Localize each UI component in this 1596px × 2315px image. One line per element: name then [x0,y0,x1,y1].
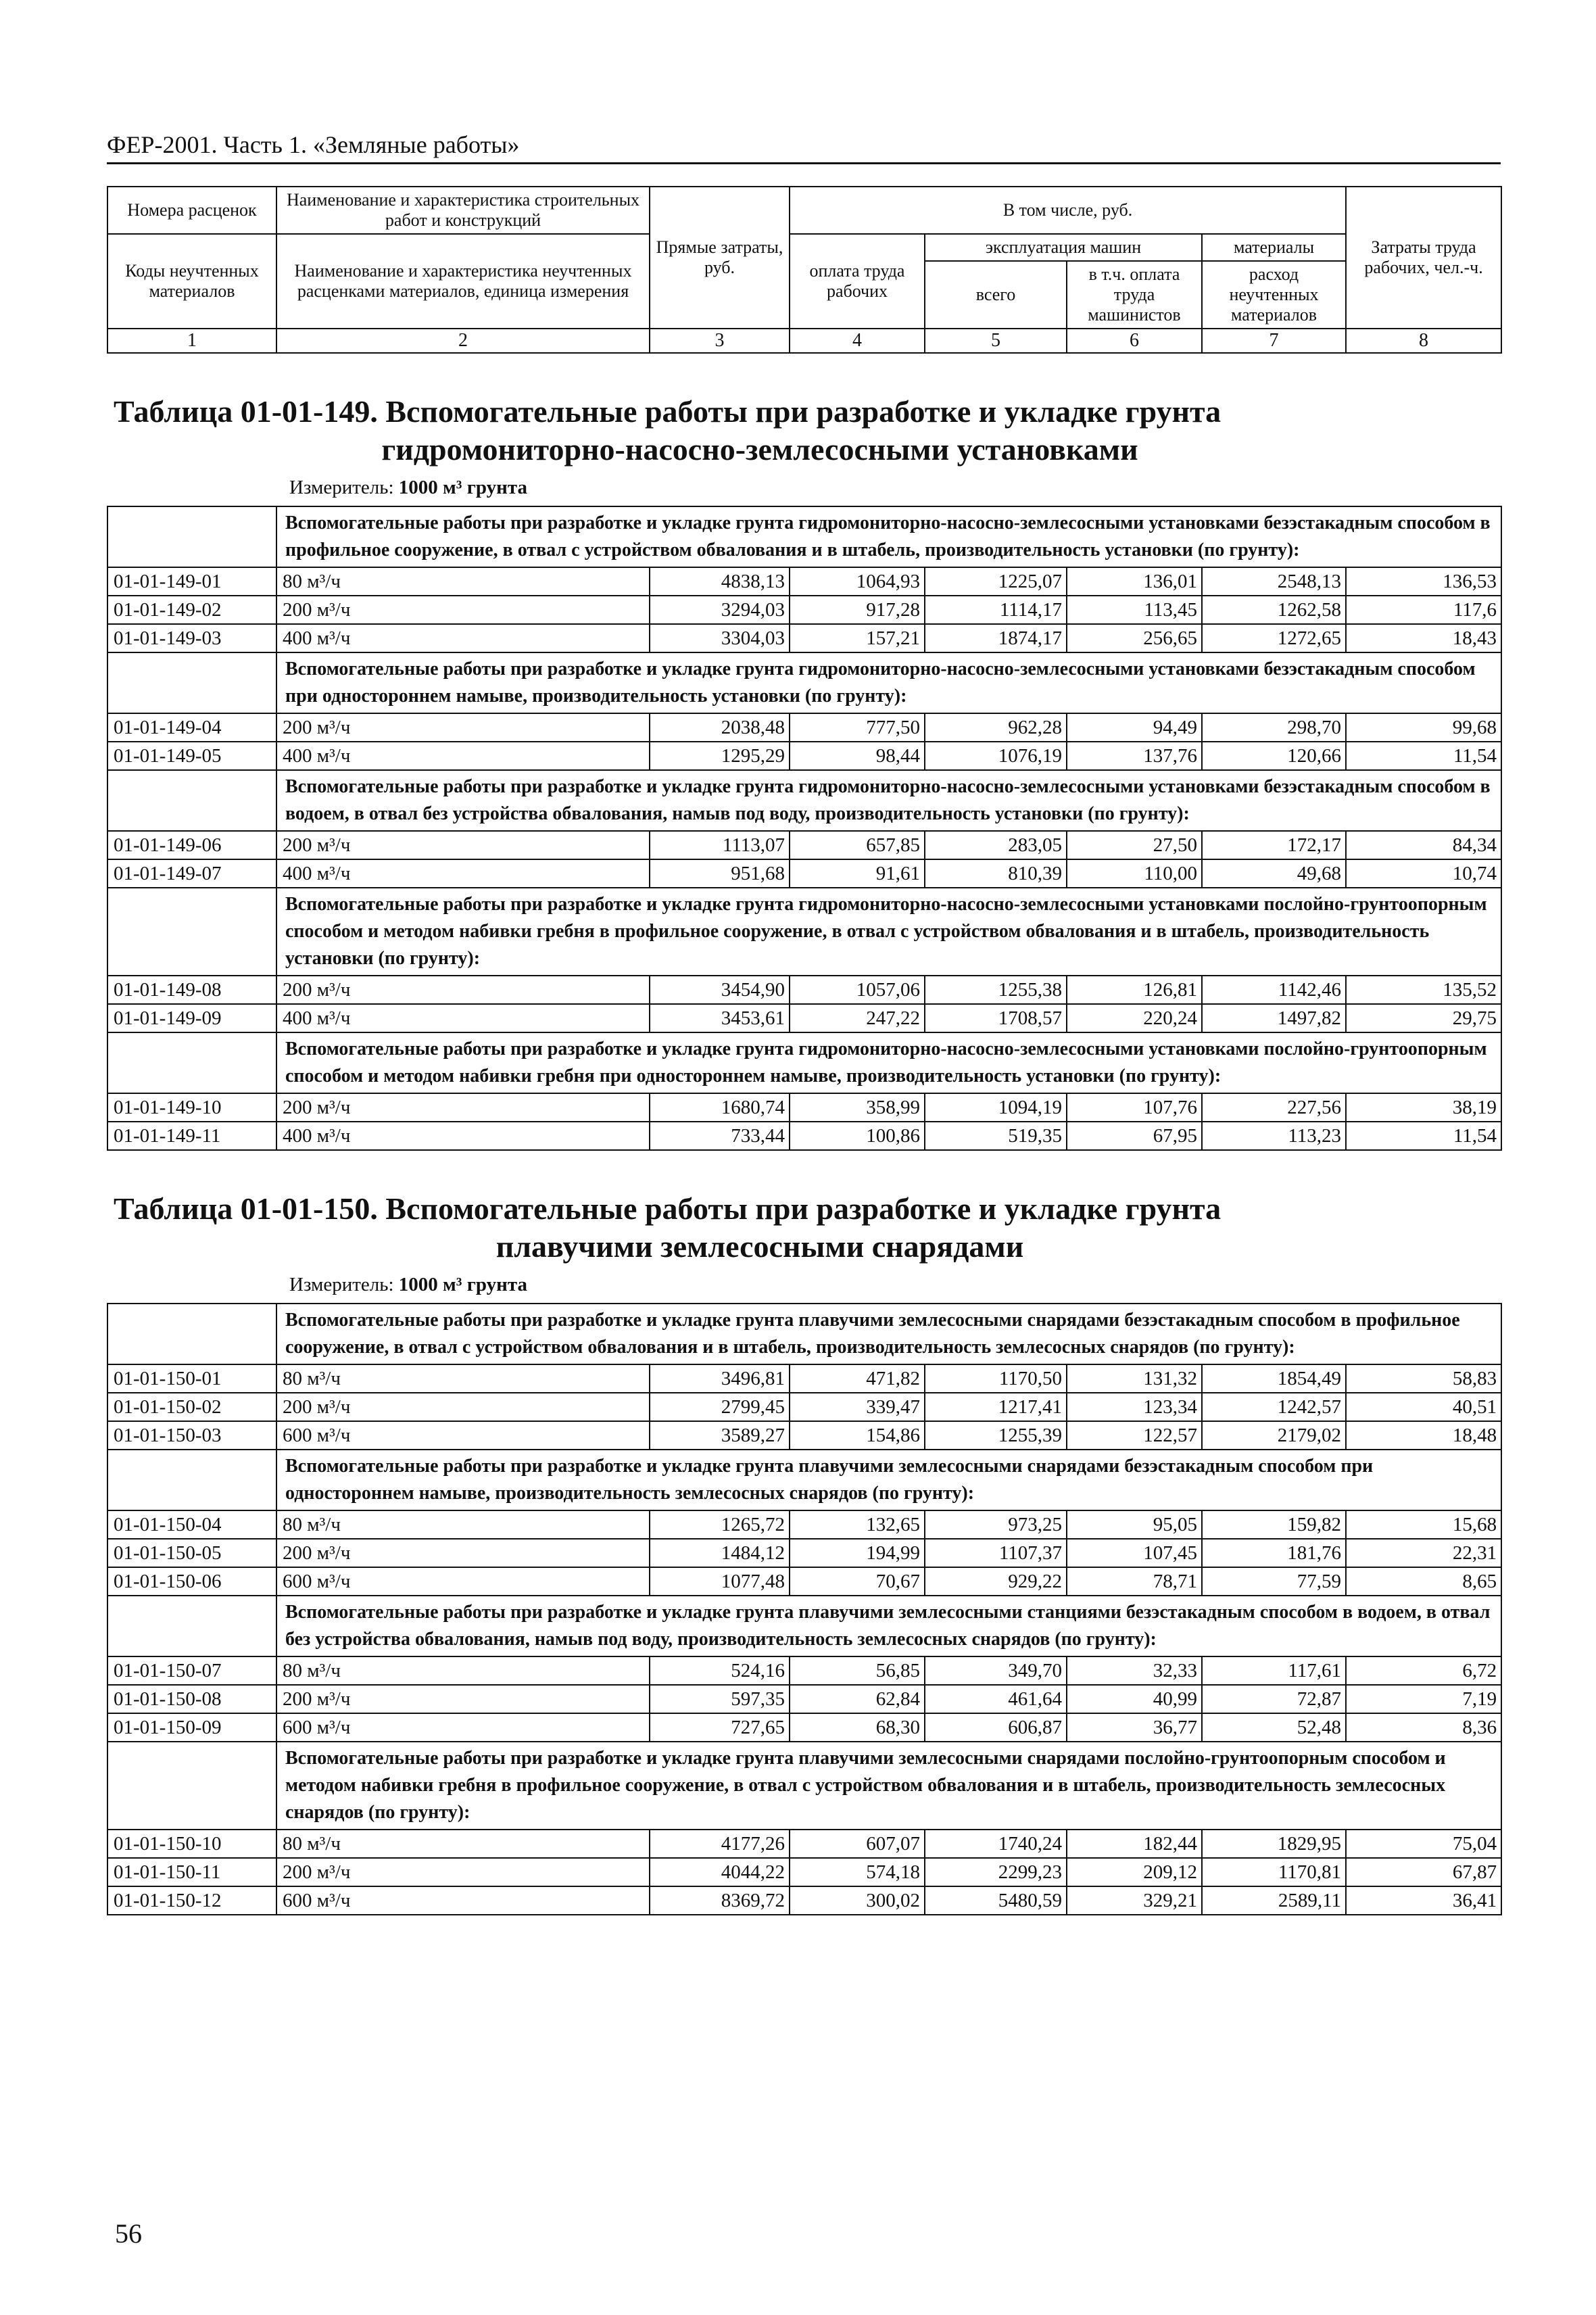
rate-table [107,1303,1502,1915]
value-cell: 72,87 [1202,1685,1346,1713]
value-cell: 227,56 [1202,1093,1346,1122]
document-page [107,128,1501,1915]
rate-code: 01-01-150-09 [107,1713,276,1742]
value-cell: 94,49 [1067,713,1202,742]
value-cell: 122,57 [1067,1421,1202,1450]
value-cell: 220,24 [1067,1004,1202,1032]
value-cell: 519,35 [925,1122,1067,1150]
header-material-codes: Коды неучтенных материалов [107,234,276,329]
measure-unit [289,1274,1501,1296]
rate-code: 01-01-150-05 [107,1539,276,1567]
capacity: 600 м³/ч [276,1886,650,1915]
col-num-1: 1 [107,329,276,353]
value-cell: 40,51 [1346,1393,1501,1421]
table-row [107,1858,1501,1886]
value-cell: 1708,57 [925,1004,1067,1032]
header-machines: эксплуатация машин [925,234,1202,261]
value-cell: 1484,12 [650,1539,790,1567]
value-cell: 8369,72 [650,1886,790,1915]
capacity: 80 м³/ч [276,567,650,596]
table-row [107,713,1501,742]
col-num-6: 6 [1067,329,1202,353]
value-cell: 98,44 [790,742,925,770]
capacity: 400 м³/ч [276,624,650,652]
group-description: Вспомогательные работы при разработке и укладке грунта плавучими землесосными снарядами безэстакадным способом в профильное сооружение, в отвал с устройством обвалования и в штабель, производительность землесосных снарядов (по грунту): [276,1304,1501,1364]
value-cell: 10,74 [1346,859,1501,888]
value-cell: 3304,03 [650,624,790,652]
value-cell: 3496,81 [650,1364,790,1393]
value-cell: 132,65 [790,1510,925,1539]
header-labor-hours: Затраты труда рабочих, чел.-ч. [1346,187,1501,329]
table-row [107,1510,1501,1539]
value-cell: 471,82 [790,1364,925,1393]
value-cell: 607,07 [790,1830,925,1858]
rate-table [107,506,1502,1151]
value-cell: 49,68 [1202,859,1346,888]
group-blank-cell [107,1742,276,1830]
value-cell: 283,05 [925,831,1067,859]
col-num-7: 7 [1202,329,1346,353]
rate-code: 01-01-150-10 [107,1830,276,1858]
value-cell: 78,71 [1067,1567,1202,1596]
value-cell: 123,34 [1067,1393,1202,1421]
value-cell: 1874,17 [925,624,1067,652]
running-head: ФЕР-2001. Часть 1. «Земляные работы» [107,128,1501,164]
value-cell: 107,76 [1067,1093,1202,1122]
rate-code: 01-01-150-01 [107,1364,276,1393]
table-row [107,976,1501,1004]
value-cell: 1114,17 [925,596,1067,624]
group-blank-cell [107,770,276,831]
value-cell: 36,77 [1067,1713,1202,1742]
rate-code: 01-01-149-02 [107,596,276,624]
value-cell: 32,33 [1067,1656,1202,1685]
value-cell: 62,84 [790,1685,925,1713]
value-cell: 1113,07 [650,831,790,859]
header-work-name: Наименование и характеристика строительных работ и конструкций [276,187,650,234]
table-title-line-2: плавучими землесосными снарядами [495,1229,1024,1264]
value-cell: 256,65 [1067,624,1202,652]
group-header-row [107,1596,1501,1656]
value-cell: 1255,39 [925,1421,1067,1450]
table-title-line-2: гидромониторно-насосно-землесосными установками [381,432,1138,467]
table-title [107,393,1501,469]
measure-unit-value: 1000 м³ грунта [398,1274,527,1295]
value-cell: 962,28 [925,713,1067,742]
group-header-row [107,1742,1501,1830]
capacity: 400 м³/ч [276,1004,650,1032]
value-cell: 461,64 [925,1685,1067,1713]
table-row [107,742,1501,770]
capacity: 80 м³/ч [276,1830,650,1858]
value-cell: 1854,49 [1202,1364,1346,1393]
capacity: 400 м³/ч [276,1122,650,1150]
col-num-4: 4 [790,329,925,353]
col-num-8: 8 [1346,329,1501,353]
measure-unit [289,477,1501,499]
capacity: 200 м³/ч [276,1393,650,1421]
group-blank-cell [107,1304,276,1364]
value-cell: 1094,19 [925,1093,1067,1122]
rate-code: 01-01-149-01 [107,567,276,596]
header-machines-total: всего [925,261,1067,329]
value-cell: 172,17 [1202,831,1346,859]
value-cell: 2589,11 [1202,1886,1346,1915]
rate-code: 01-01-149-10 [107,1093,276,1122]
value-cell: 1076,19 [925,742,1067,770]
capacity: 80 м³/ч [276,1510,650,1539]
value-cell: 126,81 [1067,976,1202,1004]
group-header-row [107,506,1501,567]
table-title-line-1: Таблица 01-01-149. Вспомогательные работы при разработке и укладке грунта [114,394,1222,429]
table-row [107,1830,1501,1858]
capacity: 200 м³/ч [276,1685,650,1713]
column-header-table [107,186,1502,354]
value-cell: 1497,82 [1202,1004,1346,1032]
value-cell: 574,18 [790,1858,925,1886]
value-cell: 113,23 [1202,1122,1346,1150]
rate-code: 01-01-149-09 [107,1004,276,1032]
value-cell: 339,47 [790,1393,925,1421]
header-material-name: Наименование и характеристика неучтенных расценками материалов, единица измерения [276,234,650,329]
value-cell: 110,00 [1067,859,1202,888]
value-cell: 137,76 [1067,742,1202,770]
value-cell: 524,16 [650,1656,790,1685]
value-cell: 1265,72 [650,1510,790,1539]
value-cell: 209,12 [1067,1858,1202,1886]
value-cell: 349,70 [925,1656,1067,1685]
capacity: 400 м³/ч [276,859,650,888]
table-row [107,831,1501,859]
value-cell: 1295,29 [650,742,790,770]
table-row [107,1685,1501,1713]
value-cell: 154,86 [790,1421,925,1450]
rate-code: 01-01-150-12 [107,1886,276,1915]
value-cell: 8,65 [1346,1567,1501,1596]
group-description: Вспомогательные работы при разработке и укладке грунта гидромониторно-насосно-землесосными установками послойно-грунтоопорным способом и методом набивки гребня при одностороннем намыве, производительность установки (по грунту): [276,1032,1501,1093]
value-cell: 2038,48 [650,713,790,742]
value-cell: 973,25 [925,1510,1067,1539]
value-cell: 52,48 [1202,1713,1346,1742]
header-in-that: В том числе, руб. [790,187,1346,234]
value-cell: 727,65 [650,1713,790,1742]
value-cell: 7,19 [1346,1685,1501,1713]
value-cell: 358,99 [790,1093,925,1122]
group-description: Вспомогательные работы при разработке и укладке грунта плавучими землесосными снарядами послойно-грунтоопорным способом и методом набивки гребня в профильное сооружение, в отвал с устройством обвалования и в штабель, производительность землесосных снарядов (по грунту): [276,1742,1501,1830]
group-blank-cell [107,652,276,713]
value-cell: 810,39 [925,859,1067,888]
value-cell: 157,21 [790,624,925,652]
value-cell: 120,66 [1202,742,1346,770]
rate-code: 01-01-150-07 [107,1656,276,1685]
value-cell: 136,53 [1346,567,1501,596]
value-cell: 8,36 [1346,1713,1501,1742]
capacity: 200 м³/ч [276,1539,650,1567]
value-cell: 113,45 [1067,596,1202,624]
rate-code: 01-01-149-04 [107,713,276,742]
capacity: 80 м³/ч [276,1364,650,1393]
value-cell: 181,76 [1202,1539,1346,1567]
value-cell: 91,61 [790,859,925,888]
value-cell: 3454,90 [650,976,790,1004]
table-row [107,1122,1501,1150]
value-cell: 135,52 [1346,976,1501,1004]
page-number: 56 [115,2218,142,2249]
capacity: 200 м³/ч [276,976,650,1004]
value-cell: 1142,46 [1202,976,1346,1004]
value-cell: 159,82 [1202,1510,1346,1539]
value-cell: 99,68 [1346,713,1501,742]
rate-code: 01-01-149-05 [107,742,276,770]
value-cell: 1680,74 [650,1093,790,1122]
capacity: 200 м³/ч [276,1093,650,1122]
group-description: Вспомогательные работы при разработке и укладке грунта гидромониторно-насосно-землесосными установками безэстакадным способом в водоем, в отвал без устройства обвалования, намыв под воду, производительность установки (по грунту): [276,770,1501,831]
table-row [107,1364,1501,1393]
header-operator-pay: в т.ч. оплата труда машинистов [1067,261,1202,329]
value-cell: 2179,02 [1202,1421,1346,1450]
rate-code: 01-01-149-11 [107,1122,276,1150]
value-cell: 56,85 [790,1656,925,1685]
rate-code: 01-01-150-03 [107,1421,276,1450]
value-cell: 95,05 [1067,1510,1202,1539]
table-row [107,596,1501,624]
value-cell: 929,22 [925,1567,1067,1596]
rate-code: 01-01-150-11 [107,1858,276,1886]
header-materials: материалы [1202,234,1346,261]
rate-table-section [107,393,1501,1151]
value-cell: 4838,13 [650,567,790,596]
value-cell: 194,99 [790,1539,925,1567]
value-cell: 1262,58 [1202,596,1346,624]
value-cell: 68,30 [790,1713,925,1742]
rate-code: 01-01-150-08 [107,1685,276,1713]
rate-code: 01-01-149-07 [107,859,276,888]
table-row [107,1393,1501,1421]
value-cell: 67,95 [1067,1122,1202,1150]
value-cell: 606,87 [925,1713,1067,1742]
value-cell: 70,67 [790,1567,925,1596]
value-cell: 1242,57 [1202,1393,1346,1421]
value-cell: 1255,38 [925,976,1067,1004]
value-cell: 1057,06 [790,976,925,1004]
group-header-row [107,888,1501,976]
value-cell: 67,87 [1346,1858,1501,1886]
value-cell: 917,28 [790,596,925,624]
value-cell: 1272,65 [1202,624,1346,652]
rate-code: 01-01-149-03 [107,624,276,652]
value-cell: 3453,61 [650,1004,790,1032]
value-cell: 733,44 [650,1122,790,1150]
value-cell: 300,02 [790,1886,925,1915]
header-direct-costs: Прямые затраты, руб. [650,187,790,329]
group-description: Вспомогательные работы при разработке и укладке грунта гидромониторно-насосно-землесосными установками безэстакадным способом при одностороннем намыве, производительность установки (по грунту): [276,652,1501,713]
rate-code: 01-01-149-06 [107,831,276,859]
group-description: Вспомогательные работы при разработке и укладке грунта гидромониторно-насосно-землесосными установками послойно-грунтоопорным способом и методом набивки гребня в профильное сооружение, в отвал с устройством обвалования и в штабель, производительность установки (по грунту): [276,888,1501,976]
table-row [107,1421,1501,1450]
rate-code: 01-01-149-08 [107,976,276,1004]
value-cell: 4044,22 [650,1858,790,1886]
table-title-line-1: Таблица 01-01-150. Вспомогательные работы при разработке и укладке грунта [114,1191,1222,1226]
value-cell: 1829,95 [1202,1830,1346,1858]
capacity: 600 м³/ч [276,1567,650,1596]
table-row [107,1539,1501,1567]
capacity: 600 м³/ч [276,1421,650,1450]
value-cell: 1064,93 [790,567,925,596]
value-cell: 1107,37 [925,1539,1067,1567]
value-cell: 131,32 [1067,1364,1202,1393]
group-blank-cell [107,506,276,567]
table-row [107,1886,1501,1915]
value-cell: 1077,48 [650,1567,790,1596]
value-cell: 3589,27 [650,1421,790,1450]
value-cell: 117,61 [1202,1656,1346,1685]
value-cell: 329,21 [1067,1886,1202,1915]
table-row [107,859,1501,888]
value-cell: 2548,13 [1202,567,1346,596]
group-header-row [107,1450,1501,1510]
value-cell: 657,85 [790,831,925,859]
value-cell: 18,48 [1346,1421,1501,1450]
capacity: 200 м³/ч [276,831,650,859]
value-cell: 15,68 [1346,1510,1501,1539]
rate-table-section [107,1190,1501,1915]
value-cell: 182,44 [1067,1830,1202,1858]
table-row [107,1093,1501,1122]
value-cell: 4177,26 [650,1830,790,1858]
value-cell: 1217,41 [925,1393,1067,1421]
value-cell: 36,41 [1346,1886,1501,1915]
header-rate-number: Номера расценок [107,187,276,234]
value-cell: 29,75 [1346,1004,1501,1032]
table-title [107,1190,1501,1266]
table-row [107,1656,1501,1685]
value-cell: 3294,03 [650,596,790,624]
rate-code: 01-01-150-04 [107,1510,276,1539]
value-cell: 18,43 [1346,624,1501,652]
value-cell: 6,72 [1346,1656,1501,1685]
header-material-use: расход неучтенных материалов [1202,261,1346,329]
value-cell: 2799,45 [650,1393,790,1421]
value-cell: 84,34 [1346,831,1501,859]
group-header-row [107,1032,1501,1093]
col-num-2: 2 [276,329,650,353]
measure-unit-label: Измеритель: [289,1274,394,1295]
group-blank-cell [107,1450,276,1510]
group-blank-cell [107,1596,276,1656]
value-cell: 75,04 [1346,1830,1501,1858]
group-header-row [107,770,1501,831]
table-row [107,1567,1501,1596]
value-cell: 951,68 [650,859,790,888]
value-cell: 136,01 [1067,567,1202,596]
value-cell: 77,59 [1202,1567,1346,1596]
capacity: 200 м³/ч [276,1858,650,1886]
value-cell: 1225,07 [925,567,1067,596]
group-blank-cell [107,1032,276,1093]
group-header-row [107,652,1501,713]
table-row [107,624,1501,652]
group-blank-cell [107,888,276,976]
group-description: Вспомогательные работы при разработке и укладке грунта гидромониторно-насосно-землесосными установками безэстакадным способом в профильное сооружение, в отвал с устройством обвалования и в штабель, производительность установки (по грунту): [276,506,1501,567]
group-description: Вспомогательные работы при разработке и укладке грунта плавучими землесосными станциями безэстакадным способом в водоем, в отвал без устройства обвалования, намыв под воду, производительность землесосных снарядов (по грунту): [276,1596,1501,1656]
value-cell: 117,6 [1346,596,1501,624]
rate-code: 01-01-150-06 [107,1567,276,1596]
table-row [107,1713,1501,1742]
capacity: 200 м³/ч [276,596,650,624]
col-num-3: 3 [650,329,790,353]
value-cell: 107,45 [1067,1539,1202,1567]
value-cell: 247,22 [790,1004,925,1032]
value-cell: 2299,23 [925,1858,1067,1886]
value-cell: 777,50 [790,713,925,742]
table-row [107,1004,1501,1032]
group-description: Вспомогательные работы при разработке и укладке грунта плавучими землесосными снарядами безэстакадным способом при одностороннем намыве, производительность землесосных снарядов (по грунту): [276,1450,1501,1510]
value-cell: 40,99 [1067,1685,1202,1713]
value-cell: 11,54 [1346,1122,1501,1150]
value-cell: 1740,24 [925,1830,1067,1858]
value-cell: 1170,50 [925,1364,1067,1393]
measure-unit-label: Измеритель: [289,477,394,498]
value-cell: 298,70 [1202,713,1346,742]
value-cell: 38,19 [1346,1093,1501,1122]
value-cell: 58,83 [1346,1364,1501,1393]
header-worker-pay: оплата труда рабочих [790,234,925,329]
value-cell: 27,50 [1067,831,1202,859]
capacity: 600 м³/ч [276,1713,650,1742]
value-cell: 597,35 [650,1685,790,1713]
value-cell: 11,54 [1346,742,1501,770]
measure-unit-value: 1000 м³ грунта [398,477,527,498]
capacity: 80 м³/ч [276,1656,650,1685]
value-cell: 100,86 [790,1122,925,1150]
table-row [107,567,1501,596]
value-cell: 22,31 [1346,1539,1501,1567]
capacity: 200 м³/ч [276,713,650,742]
capacity: 400 м³/ч [276,742,650,770]
value-cell: 1170,81 [1202,1858,1346,1886]
value-cell: 5480,59 [925,1886,1067,1915]
group-header-row [107,1304,1501,1364]
rate-code: 01-01-150-02 [107,1393,276,1421]
col-num-5: 5 [925,329,1067,353]
